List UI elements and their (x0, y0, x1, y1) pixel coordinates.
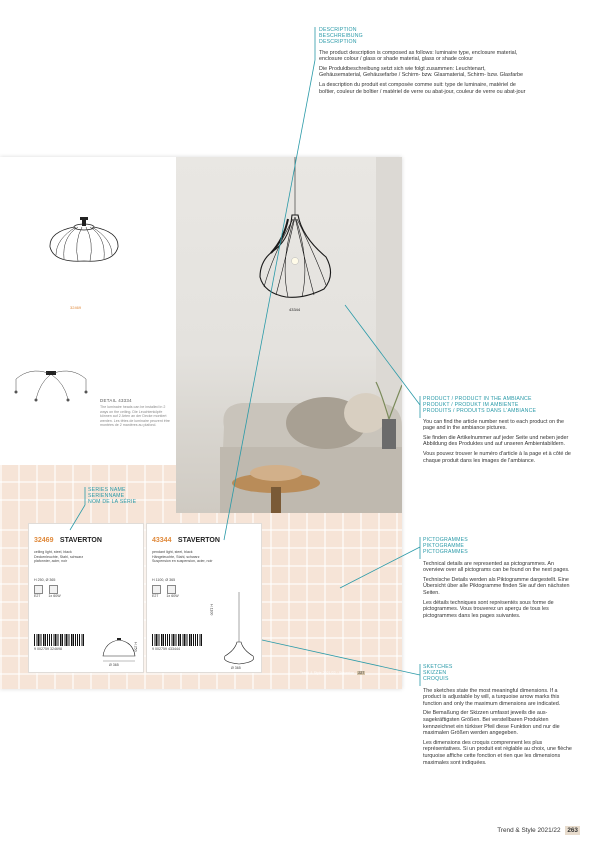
detail-title: DETAIL 43334 (100, 398, 132, 403)
detail-box (0, 325, 176, 465)
product-dims: H 250, Ø 365 (34, 577, 56, 582)
ceiling-lamp-icon (44, 217, 124, 267)
pictograms-en: Technical details are represented as pictogrammes. An overview over all pictograms can be found on the next pages. (423, 560, 570, 574)
photo-left-label: 32469 (70, 305, 82, 310)
sketches-callout: SKETCHES SKIZZEN CROQUIS The sketches state the most meaningful dimensions. If a product is adjustable by will, a turquoise arrow marks this function and only the maximum dimensions are indicated. Die Bemaßung der Skizzen umfasst jeweils die aus-sagekräftigsten Größen. Bei verstellbaren Produkten kennzeichnet ein türkiser Pfeil diese Funktion und nur die maximalen Größen werden angegeben. Les dimensions des croquis comprennent les plus représentatives. Si un produit est réglable au choix, une flèche turquoise affiche cette fonction et rien que les dimensions maximales sont indiquées. (423, 664, 572, 766)
product-en: You can find the article number next to each product on the page and in the ambiance pictures. (423, 418, 564, 432)
ceiling-lamp-photo (0, 157, 176, 325)
spread-footer: Trend & Style 2021/22 · Staverton 227 (300, 671, 365, 675)
sketch-icon (219, 592, 259, 668)
pictograms-callout: PICTOGRAMMES PIKTOGRAMME PICTOGRAMMES Technical details are represented as pictogrammes. An overview over all pictograms can be found on the next pages. Technische Details werden als Piktogramme dargestellt. Eine Übersicht über alle Piktogramme finden Sie auf den nächsten Seiten. Les détails techniques sont représentés sous forme de pictogrammes. Vous trouverez un aperçu de tous les pictogrammes dans les pages suivantes. (423, 537, 573, 622)
product-desc: ceiling light, steel, black (34, 550, 72, 554)
socket-pictogram-icon (34, 585, 43, 594)
barcode-number: 9 002759 433444 (152, 647, 180, 651)
product-callout: PRODUCT / PRODUCT IN THE AMBIANCE PRODUKT / PRODUKT IM AMBIENTE PRODUITS / PRODUITS DANS L'AMBIANCE You can find the article number next to each product on the page and in the ambiance pictures. Sie finden die Artikelnummer auf jeder Seite und neben jeder Abbildung des Produktes und auf unseren Ambientabildern. Vous pouvez trouver le numéro d'article à la page et à côté de chaque produit dans les images de l'ambiance. (423, 396, 573, 467)
sketches-en: The sketches state the most meaningful dimensions. If a product is adjustable by will, a turquoise arrow marks this function and only the maximum dimensions are indicated. (423, 687, 561, 707)
product-card-1: 32469 STAVERTON ceiling light, steel, black Deckenleuchte, Stahl, schwarz plafonnier, acier, noir H 250, Ø 365 E27 1x 60W 9 002759 324698 Ø 365 H 250 (28, 523, 144, 673)
bulb-pictogram-icon (167, 585, 176, 594)
sketch-width: Ø 365 (109, 663, 119, 667)
pictograms-de: Technische Details werden als Piktogramme dargestellt. Eine Übersicht über alle Piktogramme finden Sie auf den nächsten Seiten. (423, 576, 570, 596)
barcode (34, 634, 84, 646)
barcode-number: 9 002759 324698 (34, 647, 62, 651)
product-fr: Vous pouvez trouver le numéro d'article à la page et à côté de chaque produit dans les images de l'ambiance. (423, 450, 571, 464)
product-number: 32469 (34, 537, 54, 544)
product-name: STAVERTON (177, 537, 220, 544)
spread-page-number: 227 (358, 671, 365, 675)
product-dims: H 1100, Ø 365 (152, 577, 176, 582)
sketches-fr: Les dimensions des croquis comprennent les plus représentatives. Si un produit est réglable au choix, une flèche turquoise affiche cette fonction et rien que les dimensions maximales sont indiquées. (423, 739, 572, 766)
socket-pictogram-icon (152, 585, 161, 594)
sketch-height: H 1100 (209, 604, 214, 616)
page-number: 263 (567, 827, 578, 834)
footer-text: Trend & Style 2021/22 (497, 827, 561, 834)
ambiance-photo (176, 157, 402, 513)
sketches-de: Die Bemaßung der Skizzen umfasst jeweils die aus-sagekräftigsten Größen. Bei verstellbaren Produkten kennzeichnet ein türkiser Pfeil diese Funktion und nur die maximalen Größen werden angegeben. (423, 710, 560, 737)
description-label: DESCRIPTION BESCHREIBUNG DESCRIPTION (319, 27, 363, 46)
spider-lamp-icon (10, 365, 92, 415)
product-desc: pendant light, steel, black (152, 550, 193, 554)
page-footer (497, 826, 580, 835)
description-fr: La description du produit est composée comme suit: type de luminaire, matériel de boîtier, couleur de boîtier / matériel de verre ou abat-jour, couleur de verre ou abat-jour (319, 81, 526, 95)
barcode (152, 634, 202, 646)
pictograms-fr: Les détails techniques sont représentés sous forme de pictogrammes. Vous trouverez un aperçu de tous les pictogrammes dans les pages suivantes. (423, 599, 554, 619)
bulb-pictogram-icon (49, 585, 58, 594)
product-card-2: 43344 STAVERTON pendant light, steel, black Hängeleuchte, Stahl, schwarz Suspension en suspension, acier, noir H 1100, Ø 365 E27 1x 60W 9 002759 433444 Ø 365 H 1100 (146, 523, 262, 673)
catalogue-spread (0, 157, 402, 689)
series-name-callout: SERIES NAME SERIENNAME NOM DE LA SÉRIE (88, 487, 137, 506)
room-label: 43344 (289, 307, 301, 312)
detail-text: The luminaire heads can be installed in 2 ways on the ceiling. Die Leuchtenköpfe können auf 2 Arten an der Decke montiert werden. Les têtes de luminaire peuvent être montées de 2 manières au plafond. (100, 405, 170, 428)
description-callout (319, 27, 529, 98)
product-number: 43344 (152, 537, 172, 544)
description-en: The product description is composed as follows: luminaire type, enclosure material, enclosure colour / glass or shade material, glass or shade colour (319, 49, 518, 63)
sketch-width: Ø 365 (231, 666, 241, 670)
room-scene (176, 157, 402, 513)
sketch-height: H 250 (133, 642, 138, 652)
product-de: Sie finden die Artikelnummer auf jeder Seite und neben jeder Abbildung des Produktes und auf unseren Ambientabildern. (423, 434, 569, 448)
description-de: Die Produktbeschreibung setzt sich wie folgt zusammen: Leuchtenart, Gehäusematerial, Gehäusefarbe / Schirm- bzw. Glasmaterial, Schirm- bzw. Glasfarbe (319, 65, 524, 79)
product-name: STAVERTON (59, 537, 102, 544)
